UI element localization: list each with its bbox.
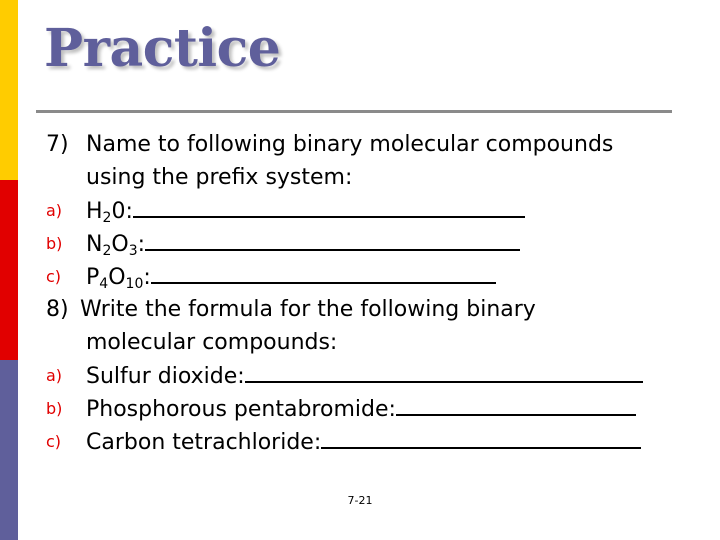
question-7-line-1 <box>46 128 706 161</box>
answer-blank[interactable] <box>133 194 525 218</box>
accent-bar-red <box>0 180 18 360</box>
q7-item-b <box>46 227 706 260</box>
slide-content <box>46 128 706 458</box>
q8-item-c <box>46 425 706 458</box>
slide-title: Practice <box>44 18 281 79</box>
question-7-text-1: Name to following binary molecular compounds <box>86 132 614 157</box>
q8-item-a <box>46 359 706 392</box>
q8-item-b <box>46 392 706 425</box>
q8-item-c-letter: c) <box>46 432 62 451</box>
q8-item-a-letter: a) <box>46 366 63 385</box>
q7-item-c-letter: c) <box>46 267 62 286</box>
q7-item-c <box>46 260 706 293</box>
question-8-number: 8) <box>46 297 69 322</box>
title-divider <box>36 110 672 113</box>
answer-blank[interactable] <box>145 227 520 251</box>
answer-blank[interactable] <box>321 425 641 449</box>
question-8-text-2: molecular compounds: <box>86 330 338 355</box>
page-number: 7-21 <box>347 494 373 507</box>
q8-item-c-label: Carbon tetrachloride: <box>86 425 641 459</box>
q8-item-b-label: Phosphorous pentabromide: <box>86 392 636 426</box>
question-8-line-2 <box>46 326 706 359</box>
q7-item-b-formula: $N_2O_3$: <box>86 227 520 261</box>
accent-bar-blue <box>0 360 18 540</box>
q8-item-b-letter: b) <box>46 399 63 418</box>
question-8-text-1: Write the formula for the following binary <box>80 297 536 322</box>
answer-blank[interactable] <box>245 359 643 383</box>
accent-bar-yellow <box>0 0 18 180</box>
question-7-number: 7) <box>46 132 69 157</box>
q7-item-a-formula: $H_20$: <box>86 194 525 228</box>
answer-blank[interactable] <box>396 392 636 416</box>
q7-item-b-letter: b) <box>46 234 63 253</box>
q8-item-a-label: Sulfur dioxide: <box>86 359 643 393</box>
question-7-line-2 <box>46 161 706 194</box>
question-8-line-1 <box>46 293 706 326</box>
question-7-text-2: using the prefix system: <box>86 165 353 190</box>
answer-blank[interactable] <box>151 260 496 284</box>
q7-item-a-letter: a) <box>46 201 63 220</box>
q7-item-a <box>46 194 706 227</box>
q7-item-c-formula: $P_4O_{10}$: <box>86 260 496 294</box>
